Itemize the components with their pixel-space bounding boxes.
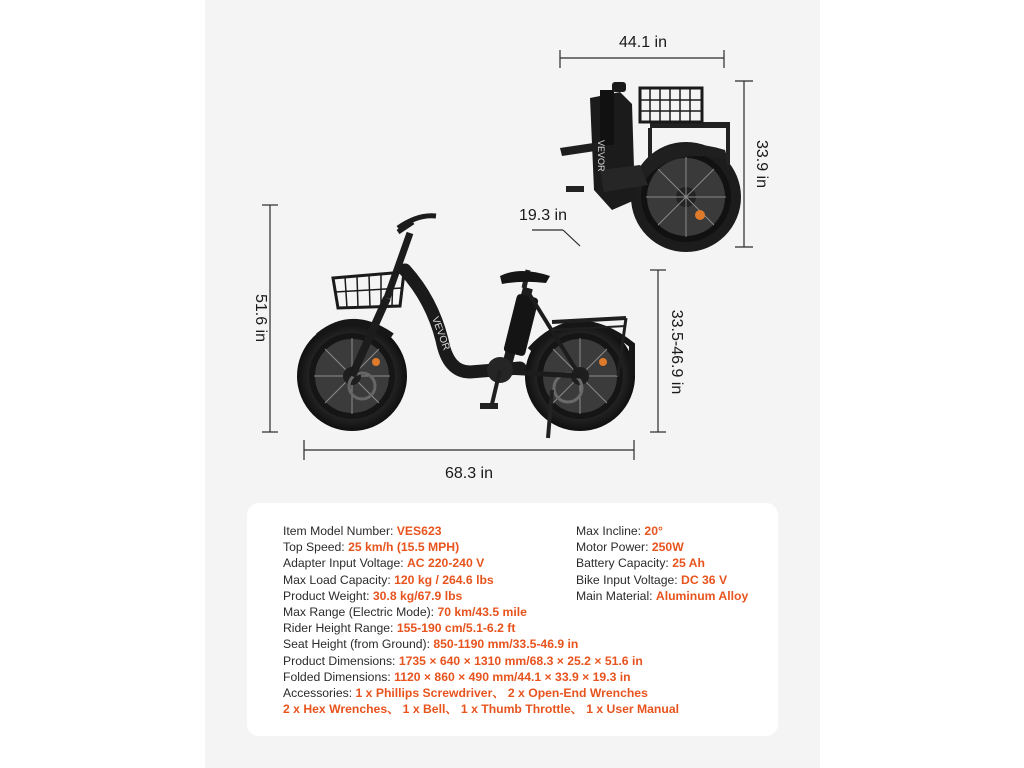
spec-label: Motor Power: xyxy=(576,540,652,555)
spec-label: Item Model Number: xyxy=(283,524,397,538)
spec-value: VES623 xyxy=(396,524,442,538)
spec-value: 250W xyxy=(651,540,684,555)
spec-value: DC 36 V xyxy=(681,572,728,587)
spec-value: Aluminum Alloy xyxy=(655,588,749,603)
spec-value: 30.8 kg/67.9 lbs xyxy=(372,588,463,603)
spec-value: 1 x Phillips Screwdriver、 2 x Open-End Wrenches xyxy=(355,686,648,701)
spec-label: Bike Input Voltage: xyxy=(576,572,682,587)
spec-label: Max Load Capacity: xyxy=(283,572,395,587)
spec-label: Max Range (Electric Mode): xyxy=(283,605,438,620)
spec-label: Product Weight: xyxy=(283,588,373,603)
svg-text:VEVOR: VEVOR xyxy=(596,140,606,172)
spec-row xyxy=(576,539,748,555)
dim-overall-length: 68.3 in xyxy=(444,465,494,482)
spec-label: Folded Dimensions: xyxy=(283,669,395,684)
spec-row xyxy=(576,572,748,588)
spec-row xyxy=(283,620,679,636)
spec-label: Main Material: xyxy=(576,588,656,603)
spec-row xyxy=(283,685,679,701)
spec-label: Max Incline: xyxy=(576,524,645,538)
spec-value: 1735 × 640 × 1310 mm/68.3 × 25.2 × 51.6 in xyxy=(398,653,643,668)
dim-folded-depth: 19.3 in xyxy=(518,207,568,224)
spec-value: 25 Ah xyxy=(672,556,705,571)
spec-value: AC 220-240 V xyxy=(407,556,485,571)
spec-label: Battery Capacity: xyxy=(576,556,673,571)
spec-value: 120 kg / 264.6 lbs xyxy=(394,572,494,587)
spec-row xyxy=(283,636,679,652)
spec-row xyxy=(283,669,679,685)
dim-folded-height: 33.9 in xyxy=(753,139,770,189)
spec-row xyxy=(283,604,679,620)
spec-label: Adapter Input Voltage: xyxy=(283,556,407,571)
bike-side-image xyxy=(297,216,635,438)
spec-row xyxy=(283,653,679,669)
spec-label: Rider Height Range: xyxy=(283,621,397,636)
spec-row xyxy=(576,588,748,604)
spec-value: 25 km/h (15.5 MPH) xyxy=(348,540,460,555)
spec-label: Top Speed: xyxy=(283,540,349,555)
spec-value: 155-190 cm/5.1-6.2 ft xyxy=(396,621,516,636)
spec-row xyxy=(576,555,748,571)
spec-label: Accessories: xyxy=(283,686,356,701)
spec-value: 1120 × 860 × 490 mm/44.1 × 33.9 × 19.3 in xyxy=(394,669,631,684)
spec-label: Product Dimensions: xyxy=(283,653,399,668)
spec-card xyxy=(247,503,778,736)
spec-row xyxy=(576,523,748,539)
spec-value: 850-1190 mm/33.5-46.9 in xyxy=(433,637,579,652)
svg-text:VEVOR: VEVOR xyxy=(429,315,452,352)
dim-seat-height: 33.5-46.9 in xyxy=(668,309,685,395)
spec-label: Seat Height (from Ground): xyxy=(283,637,434,652)
spec-list-right xyxy=(576,523,748,604)
dim-folded-width: 44.1 in xyxy=(618,34,668,51)
dim-overall-height: 51.6 in xyxy=(252,293,269,343)
folded-bike-image xyxy=(560,82,741,252)
spec-value: 20° xyxy=(644,524,663,538)
spec-value: 70 km/43.5 mile xyxy=(437,605,527,620)
spec-value: 2 x Hex Wrenches、 1 x Bell、 1 x Thumb Throttle、 1 x User Manual xyxy=(283,702,679,717)
spec-row xyxy=(283,701,679,717)
